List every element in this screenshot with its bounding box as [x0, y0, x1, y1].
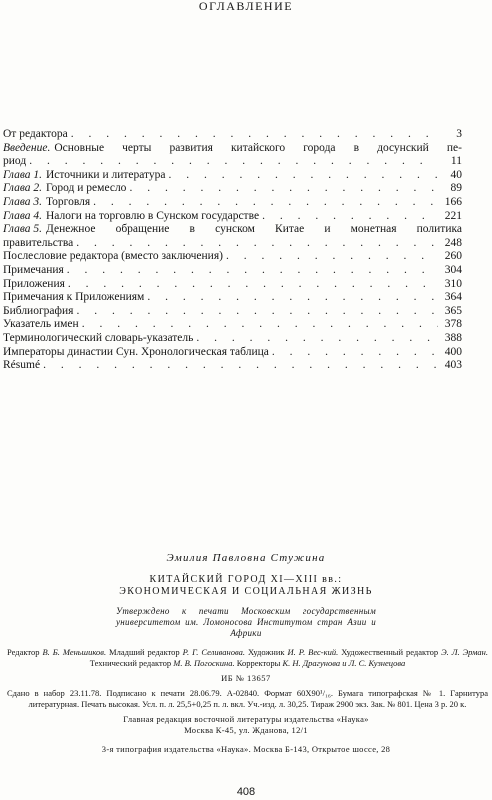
toc-page-number: 378: [444, 318, 462, 331]
toc-page-number: 11: [450, 155, 462, 168]
toc-entry: [3, 142, 462, 169]
credit-name: К. Н. Драгунова и Л. С. Кузнецова: [282, 658, 406, 668]
toc-entry: [3, 264, 462, 278]
toc-entry-title: Послесловие редактора (вместо заключения): [3, 250, 223, 263]
toc-entry-title: Торговля: [46, 195, 91, 208]
toc-entry: [3, 278, 462, 292]
toc-page-number: 365: [444, 304, 462, 317]
credit-role: Корректоры: [236, 658, 281, 668]
credits-list: [7, 647, 488, 669]
credit-role: Редактор: [7, 647, 40, 657]
book-title: [0, 574, 492, 598]
toc-dot-leader: [64, 264, 438, 278]
imprint-block: [0, 552, 492, 755]
toc-dot-leader: [73, 237, 438, 251]
publisher-line-2: Москва К-45, ул. Жданова, 12/1: [184, 725, 308, 735]
toc-entry-title: Приложения: [3, 277, 65, 290]
author-name: Эмилия Павловна Стужина: [166, 552, 326, 564]
toc-page-number: 40: [450, 168, 462, 181]
toc-dot-leader: [269, 346, 438, 360]
toc-entry-label: Глава 3.: [3, 195, 42, 208]
print-details: Сдано в набор 23.11.78. Подписано к печати 28.06.79. А-02840. Формат 60X90¹/₁₆. Бумага типографская № 1. Гарнитура литературная. Печать высокая. Усл. п. л. 25,5+0,25 п. л. вкл. Уч.-изд. л. 30,25. Тираж 2900 экз. Зак. № 801. Цена 3 р. 20 к.: [7, 688, 488, 709]
toc-dot-leader: [193, 332, 438, 346]
toc-entry: [3, 196, 462, 210]
publisher-info: [0, 714, 492, 736]
page-heading: ОГЛАВЛЕНИЕ: [198, 0, 294, 13]
toc-page-number: 403: [444, 359, 462, 372]
toc-entry-title: Налоги на торговлю в Сунском государстве: [46, 209, 260, 222]
toc-entry-title: Указатель имен: [3, 318, 79, 331]
toc-page-number: 260: [444, 250, 462, 263]
credit-name: Р. Г. Селиванова.: [182, 647, 245, 657]
toc-entry-title: Город и ремесло: [46, 182, 127, 195]
toc-dot-leader: [65, 278, 438, 292]
toc-dot-leader: [259, 210, 438, 224]
toc-entry: [3, 223, 462, 250]
credit-role: Младший редактор: [109, 647, 180, 657]
book-title-line-1: КИТАЙСКИЙ ГОРОД XI—XIII вв.:: [149, 574, 343, 585]
toc-entry-title-continuation: риод: [3, 155, 27, 168]
toc-entry-title: Денежное обращение в сунском Китае и монетная политика: [46, 223, 462, 236]
toc-entry: [3, 169, 462, 183]
toc-page-number: 388: [444, 331, 462, 344]
toc-entry-title-continuation: правительства: [3, 236, 74, 249]
toc-entry: [3, 210, 462, 224]
toc-page-number: 221: [444, 209, 462, 222]
approval-note: Утверждено к печати Московским государственным университетом им. Ломоносова Институтом стран Азии и Африки: [116, 606, 376, 638]
toc-entry: [3, 250, 462, 264]
toc-entry: [3, 305, 462, 319]
credit-name: Э. Л. Эрман.: [441, 647, 488, 657]
toc-page-number: 400: [444, 345, 462, 358]
toc-page-number: 89: [450, 182, 462, 195]
toc-entry-label: Глава 4.: [3, 209, 42, 222]
toc-dot-leader: [26, 155, 438, 169]
toc-entry-label: Введение.: [3, 141, 51, 154]
toc-entry: [3, 359, 462, 373]
toc-entry-title: Примечания: [3, 263, 64, 276]
toc-entry: [3, 182, 462, 196]
toc-page-number: 310: [444, 277, 462, 290]
ib-number: ИБ № 13657: [221, 673, 271, 683]
toc-dot-leader: [223, 250, 438, 264]
toc-entry-title: Источники и литература: [46, 168, 166, 181]
toc-entry-title: Основные черты развития китайского города в досунский пе-: [54, 141, 462, 154]
table-of-contents: [3, 128, 462, 373]
credit-name: И. Р. Вес-кий.: [287, 647, 339, 657]
toc-page-number: 304: [444, 263, 462, 276]
typography-info: 3-я типография издательства «Наука». Москва Б-143, Открытое шоссе, 28: [101, 744, 391, 754]
toc-page-number: 364: [444, 291, 462, 304]
toc-entry-label: Глава 2.: [3, 182, 42, 195]
toc-entry-title: Императоры династии Сун. Хронологическая таблица: [3, 345, 269, 358]
toc-dot-leader: [126, 182, 438, 196]
toc-entry-label: Глава 1.: [3, 168, 42, 181]
toc-page-number: 3: [456, 128, 462, 140]
toc-entry-title: Примечания к Приложениям: [3, 291, 145, 304]
toc-page-number: 166: [444, 195, 462, 208]
credit-role: Художественный редактор: [341, 647, 439, 657]
credit-role: Художник: [247, 647, 285, 657]
toc-entry: [3, 332, 462, 346]
publisher-line-1: Главная редакция восточной литературы издательства «Наука»: [123, 714, 369, 724]
toc-entry: [3, 128, 462, 142]
toc-dot-leader: [68, 128, 438, 142]
credit-name: М. В. Погоскина.: [173, 658, 235, 668]
toc-entry: [3, 291, 462, 305]
toc-entry-title: Résumé: [3, 359, 41, 372]
toc-entry-label: Глава 5.: [3, 223, 42, 236]
toc-dot-leader: [90, 196, 438, 210]
book-title-line-2: ЭКОНОМИЧЕСКАЯ И СОЦИАЛЬНАЯ ЖИЗНЬ: [119, 586, 373, 597]
credit-role: Технический редактор: [89, 658, 172, 668]
toc-dot-leader: [79, 318, 438, 332]
toc-entry-title: Терминологический словарь-указатель: [3, 331, 194, 344]
toc-entry-title: От редактора: [3, 128, 68, 140]
toc-dot-leader: [40, 359, 438, 373]
toc-dot-leader: [144, 291, 438, 305]
toc-entry-title: Библиография: [3, 304, 74, 317]
page-number: 408: [236, 786, 256, 798]
toc-entry: [3, 346, 462, 360]
toc-dot-leader: [166, 169, 438, 183]
credit-name: В. Б. Меньшиков.: [42, 647, 107, 657]
toc-entry: [3, 318, 462, 332]
toc-page-number: 248: [444, 236, 462, 249]
toc-dot-leader: [73, 305, 438, 319]
